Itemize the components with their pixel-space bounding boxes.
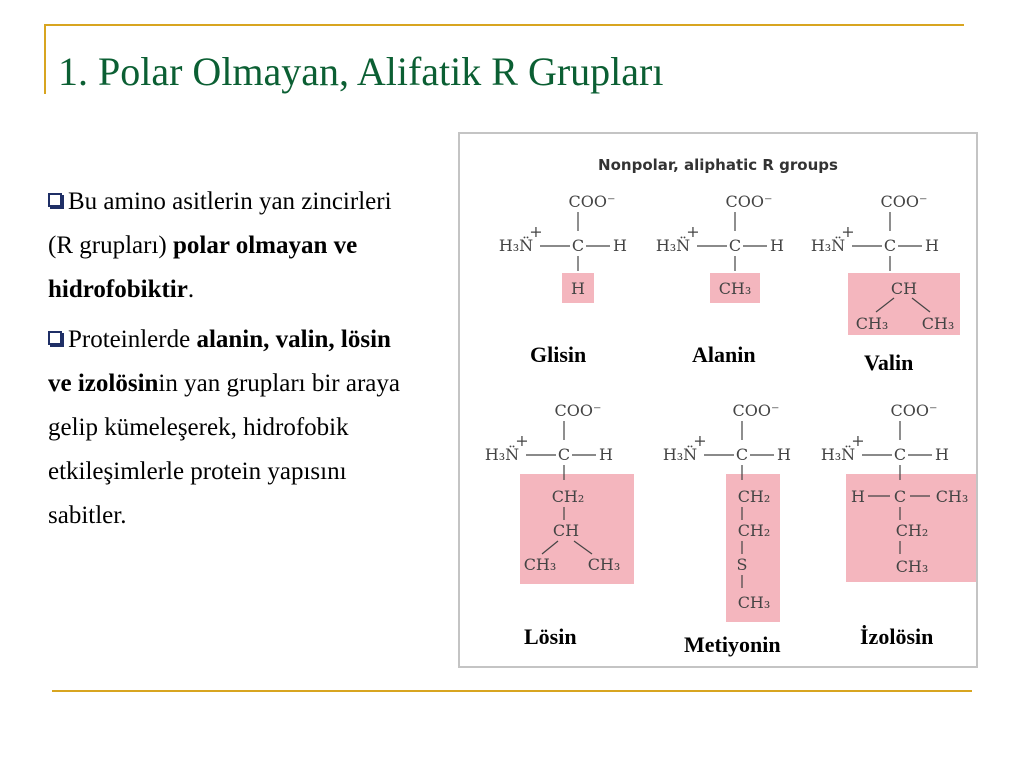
valine-side-ch: CH <box>890 279 918 298</box>
alanine-carboxyl: COO⁻ <box>725 192 773 211</box>
leucine-plus-sign: + <box>515 431 529 450</box>
left-accent-line <box>44 24 46 94</box>
bottom-divider-line <box>52 690 972 692</box>
slide-title: 1. Polar Olmayan, Alifatik R Grupları <box>58 49 664 94</box>
methionine-amino: H₃N̈ <box>662 445 698 464</box>
bullet1-end: . <box>187 276 195 303</box>
glycine-alpha-h: H <box>613 236 627 255</box>
bullet-item-2 <box>48 318 418 538</box>
isoleucine-side-h: H <box>851 487 865 506</box>
top-divider-line <box>44 24 964 26</box>
methionine-carboxyl: COO⁻ <box>732 401 780 420</box>
name-alanine: Alanin <box>692 342 756 367</box>
alanine-alpha-carbon: C <box>728 236 742 255</box>
bullet1-bold: polar olmayan ve hidrofobiktir <box>48 232 358 303</box>
isoleucine-alpha-h: H <box>935 445 949 464</box>
alanine-plus-sign: + <box>686 222 700 241</box>
name-methionine: Metiyonin <box>684 632 781 657</box>
leucine-carboxyl: COO⁻ <box>554 401 602 420</box>
bullet2-text-a: Proteinlerde <box>68 326 197 353</box>
alanine-alpha-h: H <box>770 236 784 255</box>
methionine-side-ch2-b: CH₂ <box>737 521 771 540</box>
name-isoleucine: İzolösin <box>860 624 934 649</box>
checkbox-bullet-icon <box>48 331 62 345</box>
bullet1-text: Bu amino asitlerin yan zincirleri (R grupları) <box>48 188 392 259</box>
alanine-amino: H₃N̈ <box>655 236 691 255</box>
methionine-alpha-h: H <box>777 445 791 464</box>
leucine-side-ch2: CH₂ <box>551 487 585 506</box>
amino-acid-figure <box>458 132 978 668</box>
valine-side-ch3-right: CH₃ <box>921 314 955 333</box>
name-glycine: Glisin <box>530 342 587 367</box>
methionine-side-s: S <box>736 555 748 574</box>
isoleucine-plus-sign: + <box>851 431 865 450</box>
glycine-plus-sign: + <box>529 222 543 241</box>
valine-alpha-h: H <box>925 236 939 255</box>
structures-diagram <box>460 134 976 666</box>
leucine-alpha-carbon: C <box>557 445 571 464</box>
isoleucine-side-ch3-branch: CH₃ <box>935 487 969 506</box>
valine-side-ch3-left: CH₃ <box>855 314 889 333</box>
bullet2-bold: alanin, valin, lösin ve izolösin <box>48 326 391 397</box>
alanine-side-ch3: CH₃ <box>718 279 752 298</box>
leucine-side-ch3-right: CH₃ <box>587 555 621 574</box>
figure-title: Nonpolar, aliphatic R groups <box>598 156 838 174</box>
isoleucine-side-c: C <box>893 487 907 506</box>
methionine-side-ch3: CH₃ <box>737 593 771 612</box>
isoleucine-carboxyl: COO⁻ <box>890 401 938 420</box>
isoleucine-alpha-carbon: C <box>893 445 907 464</box>
leucine-alpha-h: H <box>599 445 613 464</box>
glycine-carboxyl: COO⁻ <box>568 192 616 211</box>
bullet2-text-b: in yan grupları bir araya gelip kümeleşerek, hidrofobik etkileşimlerle protein yapısını sabitler. <box>48 370 400 529</box>
bullet-list <box>48 180 418 544</box>
valine-plus-sign: + <box>841 222 855 241</box>
leucine-side-ch: CH <box>552 521 580 540</box>
name-leucine: Lösin <box>524 624 577 649</box>
methionine-side-ch2-a: CH₂ <box>737 487 771 506</box>
valine-carboxyl: COO⁻ <box>880 192 928 211</box>
methionine-alpha-carbon: C <box>735 445 749 464</box>
name-valine: Valin <box>864 350 914 375</box>
bullet-item-1 <box>48 180 418 312</box>
glycine-amino: H₃N̈ <box>498 236 534 255</box>
valine-amino: H₃N̈ <box>810 236 846 255</box>
methionine-plus-sign: + <box>693 431 707 450</box>
valine-alpha-carbon: C <box>883 236 897 255</box>
isoleucine-side-ch3-end: CH₃ <box>895 557 929 576</box>
isoleucine-amino: H₃N̈ <box>820 445 856 464</box>
leucine-side-ch3-left: CH₃ <box>523 555 557 574</box>
checkbox-bullet-icon <box>48 193 62 207</box>
glycine-alpha-carbon: C <box>571 236 585 255</box>
leucine-amino: H₃N̈ <box>484 445 520 464</box>
glycine-side-h: H <box>571 279 585 298</box>
isoleucine-side-ch2: CH₂ <box>895 521 929 540</box>
